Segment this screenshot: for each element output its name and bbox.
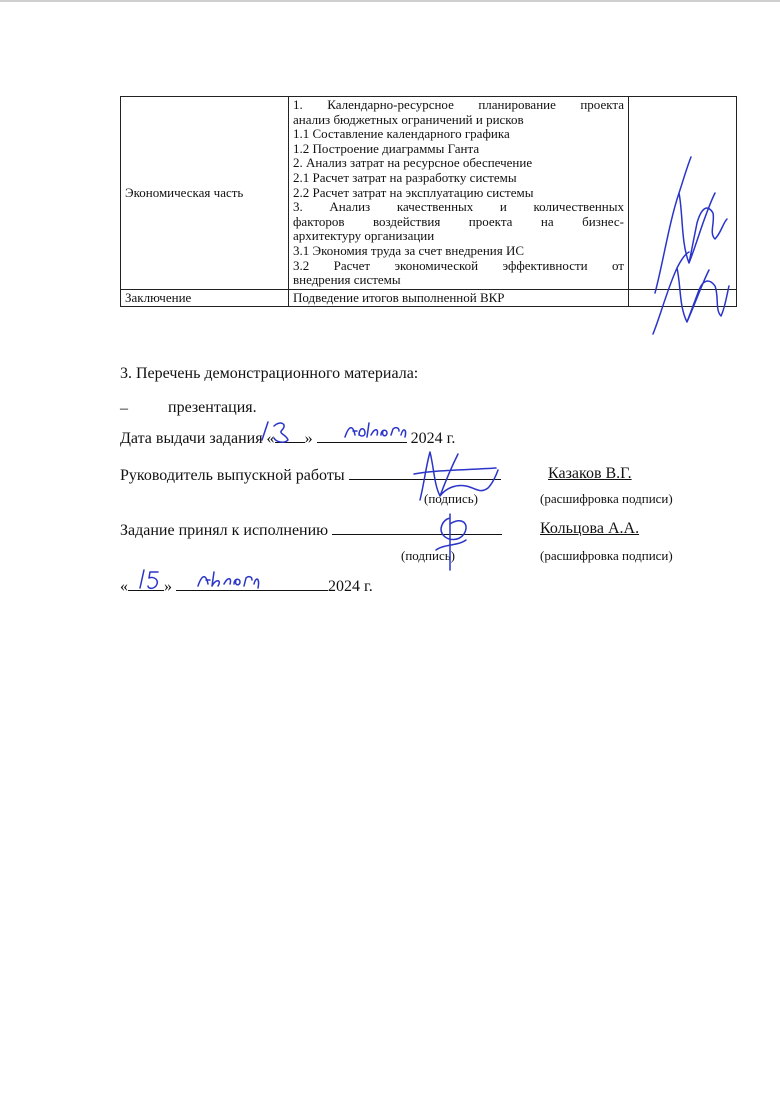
content-line: архитектуру организации <box>293 228 435 244</box>
list-bullet: – <box>120 400 128 417</box>
issue-year: 2024 г. <box>410 430 456 447</box>
signature-cell-conclusion <box>629 289 737 307</box>
content-line: 1.2 Построение диаграммы Ганта <box>293 140 480 156</box>
accept-date-open-quote: « <box>120 578 128 595</box>
section-name-economics: Экономическая часть <box>121 97 289 290</box>
accepted-label: Задание принял к исполнению <box>120 522 329 539</box>
handwritten-day <box>136 568 162 590</box>
content-line: 3.1 Экономия труда за счет внедрения ИС <box>293 242 525 258</box>
content-line: 2.1 Расчет затрат на разработку системы <box>293 169 517 185</box>
handwritten-signature <box>406 444 502 504</box>
handwritten-signature <box>428 510 472 572</box>
content-line: внедрения системы <box>293 272 401 288</box>
issue-date-label: Дата выдачи задания « <box>120 430 275 447</box>
content-line: 1. Календарно-ресурсное планирование проекта <box>293 97 624 112</box>
accepted-signature-field <box>332 520 502 535</box>
supervisor-label: Руководитель выпускной работы <box>120 467 345 484</box>
content-line: 3.2 Расчет экономической эффективности от <box>293 257 624 273</box>
issue-date-close-quote: » <box>304 430 313 447</box>
content-line: 3. Анализ качественных и количественных <box>293 199 624 215</box>
handwritten-month <box>343 421 409 441</box>
handwritten-month <box>196 570 266 590</box>
content-line: 2.2 Расчет затрат на эксплуатацию системы <box>293 184 534 200</box>
accepted-decode-caption: (расшифровка подписи) <box>540 548 673 563</box>
content-line: факторов воздействия проекта на бизнес- <box>293 213 624 229</box>
accepted-name: Кольцова А.А. <box>540 520 640 537</box>
handwritten-day <box>258 420 298 444</box>
demo-material-heading: 3. Перечень демонстрационного материала: <box>120 365 419 382</box>
section-content-economics <box>289 97 629 290</box>
section-name-conclusion: Заключение <box>121 289 289 307</box>
supervisor-sign-caption: (подпись) <box>424 491 478 506</box>
table-row <box>121 289 737 307</box>
supervisor-name: Казаков В.Г. <box>548 465 632 482</box>
content-line: 1.1 Составление календарного графика <box>293 126 510 142</box>
content-line: Подведение итогов выполненной ВКР <box>293 289 505 305</box>
handwritten-signature <box>645 250 731 340</box>
content-line: анализ бюджетных ограничений и рисков <box>293 111 524 127</box>
accept-date-close-quote: » <box>164 578 172 595</box>
content-line: 2. Анализ затрат на ресурсное обеспечение <box>293 155 533 171</box>
accepted-sign-caption: (подпись) <box>401 548 455 563</box>
section-content-conclusion <box>289 289 629 307</box>
demo-material-item: презентация. <box>168 399 257 416</box>
assignment-table <box>120 96 737 307</box>
scan-edge <box>0 0 780 2</box>
accept-year: 2024 г. <box>328 578 373 595</box>
supervisor-decode-caption: (расшифровка подписи) <box>540 491 673 506</box>
